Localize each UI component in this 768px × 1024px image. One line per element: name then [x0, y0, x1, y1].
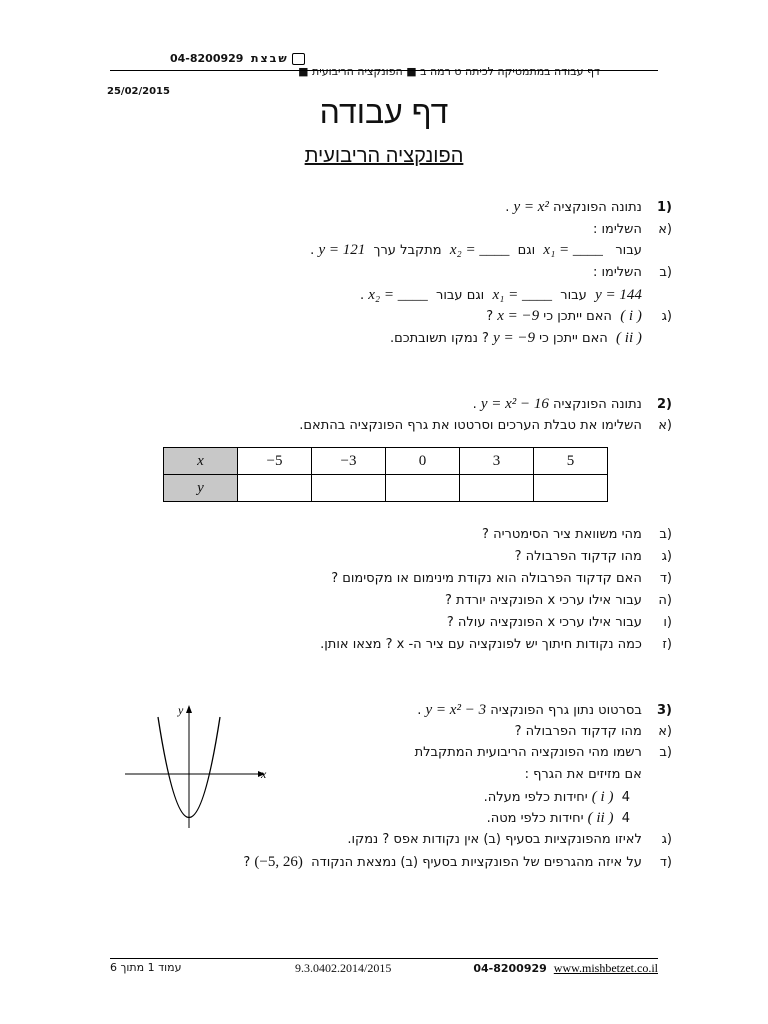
q1-c-i-label: ( i ): [620, 308, 642, 324]
footer-divider: [110, 958, 658, 959]
q1-b-x1: x₁ = ____: [492, 287, 552, 303]
q2-a: [299, 418, 672, 433]
q1-b-x2: x₂ = ____: [368, 287, 428, 303]
q2-item-label: (ו: [663, 615, 672, 630]
q2-item-label: (ה: [658, 593, 672, 608]
table-cell-empty[interactable]: [238, 475, 312, 502]
table-head-y: y: [164, 475, 238, 502]
q1-a-label: (א: [658, 222, 672, 237]
q1-c-ii-eq: y = −9: [493, 330, 535, 346]
q1-a-for: עבור: [615, 243, 642, 258]
q1-c-ii-text: האם ייתכן כי: [539, 331, 608, 346]
q2-item-label: (ב: [659, 527, 672, 542]
table-cell: 0: [386, 448, 460, 475]
q1-c-i-text: האם ייתכן כי: [543, 309, 612, 324]
q1-a: [593, 222, 672, 237]
q1-a-x1: x₁ = ____: [543, 242, 603, 258]
q3-b-ii-label: ( ii ): [587, 810, 614, 826]
table-cell: 5: [534, 448, 608, 475]
table-row-y: [164, 475, 608, 502]
page-header: [170, 52, 600, 78]
table-cell-empty[interactable]: [386, 475, 460, 502]
q3-a-label: (א: [658, 724, 672, 739]
header-phone: 04-8200929: [170, 52, 244, 65]
footer-link[interactable]: www.mishbetzet.co.il: [553, 961, 658, 975]
header-title: דף עבודה במתמטיקה לכיתה ט רמה ב ■ הפונקציה הריבועית ■: [298, 65, 600, 78]
q1-a-x2: x₂ = ____: [449, 242, 510, 258]
q2-function: y = x² − 16: [480, 396, 549, 412]
q3-a-text: מהו קדקוד הפרבולה ?: [514, 724, 642, 739]
q1-b-text: השלימו :: [592, 265, 642, 280]
parabola-graph: [120, 703, 270, 833]
q2-a-text: השלימו את טבלת הערכים וסרטטו את גרף הפונקציה בהתאם.: [299, 418, 642, 433]
y-axis-arrow-icon: [186, 705, 192, 713]
brand-logo-icon: [292, 53, 305, 65]
q1-function: y = x²: [513, 199, 549, 215]
q2-item-text: עבור אילו ערכי x הפונקציה עולה ?: [446, 615, 642, 630]
q1-c-i: (ג ( i ) האם ייתכן כי x = −9 ?: [486, 308, 672, 324]
q1-b-y: y = 144: [595, 287, 642, 303]
header-divider: [110, 70, 658, 71]
q2-item-label: (ג: [661, 549, 672, 564]
q2-header: (2 נתונה הפונקציה y = x² − 16 .: [472, 396, 672, 412]
q1-c-label: (ג: [661, 309, 672, 324]
q3-header: (3 בסרטוט נתון גרף הפונקציה y = x² − 3 .: [417, 702, 672, 718]
table-head-x: x: [164, 448, 238, 475]
footer-page: עמוד 1 מתוך 6: [110, 961, 182, 974]
q3-intro: בסרטוט נתון גרף הפונקציה: [490, 703, 642, 718]
table-cell: 3: [460, 448, 534, 475]
x-axis-label: x: [261, 767, 267, 781]
footer-code: 9.3.0402.2014/2015: [295, 961, 392, 975]
worksheet-date: 25/02/2015: [107, 86, 170, 97]
table-cell: −5: [238, 448, 312, 475]
q2-item: [331, 571, 672, 586]
q1-number: (1: [657, 200, 672, 215]
footer-contact: [473, 961, 658, 976]
q3-b-cont: [525, 767, 672, 782]
q2-item-label: (ז: [662, 637, 672, 652]
q1-c-ii: ( ii ) האם ייתכן כי y = −9 ? נמקו תשובתכם.: [389, 330, 642, 346]
q2-item-label: (ד: [659, 571, 672, 586]
y-axis-label: y: [178, 703, 184, 717]
q3-b-text: רשמו מהי הפונקציה הריבועית המתקבלת: [414, 745, 642, 760]
q3-number: (3: [657, 703, 672, 718]
q2-item: [320, 637, 672, 652]
table-cell-empty[interactable]: [312, 475, 386, 502]
q1-c-ii-label: ( ii ): [616, 330, 642, 346]
q3-d-point: (−5, 26): [254, 854, 303, 870]
q2-item: [515, 549, 672, 564]
q3-b-ii: [487, 810, 630, 827]
q1-b: [593, 265, 672, 280]
q2-number: (2: [657, 397, 672, 412]
table-cell-empty[interactable]: [534, 475, 608, 502]
header-brand: שבצת: [250, 52, 289, 65]
q3-d: (ד על איזה מהגרפים של הפונקציות בסעיף (ב) נמצאת הנקודה (−5, 26) ?: [243, 854, 672, 870]
q3-c-text: לאיזו מהפונקציות בסעיף (ב) אין נקודות אפס ? נמקו.: [347, 832, 642, 847]
q1-a-line: עבור x₁ = ____ וגם x₂ = ____ מתקבל ערך y = 121 .: [310, 242, 642, 258]
q1-a-text: השלימו :: [592, 222, 642, 237]
q2-a-label: (א: [658, 418, 672, 433]
table-cell: −3: [312, 448, 386, 475]
q2-item-text: מהו קדקוד הפרבולה ?: [514, 549, 642, 564]
q2-item: [445, 593, 672, 608]
table-cell-empty[interactable]: [460, 475, 534, 502]
q3-c: [347, 832, 672, 847]
q1-c-ii-post: נמקו תשובתכם.: [389, 331, 478, 346]
q1-a-and: וגם: [517, 243, 536, 258]
q1-intro: נתונה הפונקציה: [553, 200, 642, 215]
q3-a: [515, 724, 672, 739]
q3-b-ii-text: 4 יחידות כלפי מטה.: [486, 811, 630, 826]
q3-d-label: (ד: [659, 855, 672, 870]
q2-item: [482, 527, 672, 542]
q3-c-label: (ג: [661, 832, 672, 847]
page-subtitle: הפונקציה הריבועית: [304, 145, 464, 167]
q1-c-i-eq: x = −9: [497, 308, 540, 324]
q1-a-y: y = 121: [318, 242, 366, 258]
q3-b-text2: אם מזיזים את הגרף :: [524, 767, 642, 782]
q3-b-label: (ב: [659, 745, 672, 760]
page-title: דף עבודה: [319, 94, 449, 130]
q3-b-i: [484, 789, 630, 806]
q2-item: [447, 615, 672, 630]
q2-intro: נתונה הפונקציה: [553, 397, 642, 412]
q3-b-i-text: 4 יחידות כלפי מעלה.: [483, 790, 630, 805]
q3-b-i-label: ( i ): [591, 789, 614, 805]
values-table: [163, 447, 608, 502]
q1-header: (1 נתונה הפונקציה y = x² .: [505, 199, 672, 215]
q1-a-result: מתקבל ערך: [373, 243, 442, 258]
footer-phone: 04-8200929: [473, 962, 547, 975]
q3-d-text: על איזה מהגרפים של הפונקציות בסעיף (ב) נמצאת הנקודה: [311, 855, 642, 870]
table-row-x: [164, 448, 608, 475]
q2-item-text: עבור אילו ערכי x הפונקציה יורדת ?: [445, 593, 642, 608]
q1-b-and: וגם עבור: [436, 288, 485, 303]
q1-b-line: y = 144 עבור x₁ = ____ וגם עבור x₂ = ____ .: [360, 287, 642, 303]
q3-function: y = x² − 3: [425, 702, 487, 718]
q3-b: [415, 745, 672, 760]
q1-b-for: עבור: [560, 288, 587, 303]
q1-b-label: (ב: [659, 265, 672, 280]
q2-item-text: מהי משוואת ציר הסימטריה ?: [482, 527, 642, 542]
q2-item-text: כמה נקודות חיתוך יש לפונקציה עם ציר ה- x ? מצאו אותן.: [320, 637, 642, 652]
q2-item-text: האם קדקוד הפרבולה הוא נקודת מינימום או מקסימום ?: [331, 571, 642, 586]
